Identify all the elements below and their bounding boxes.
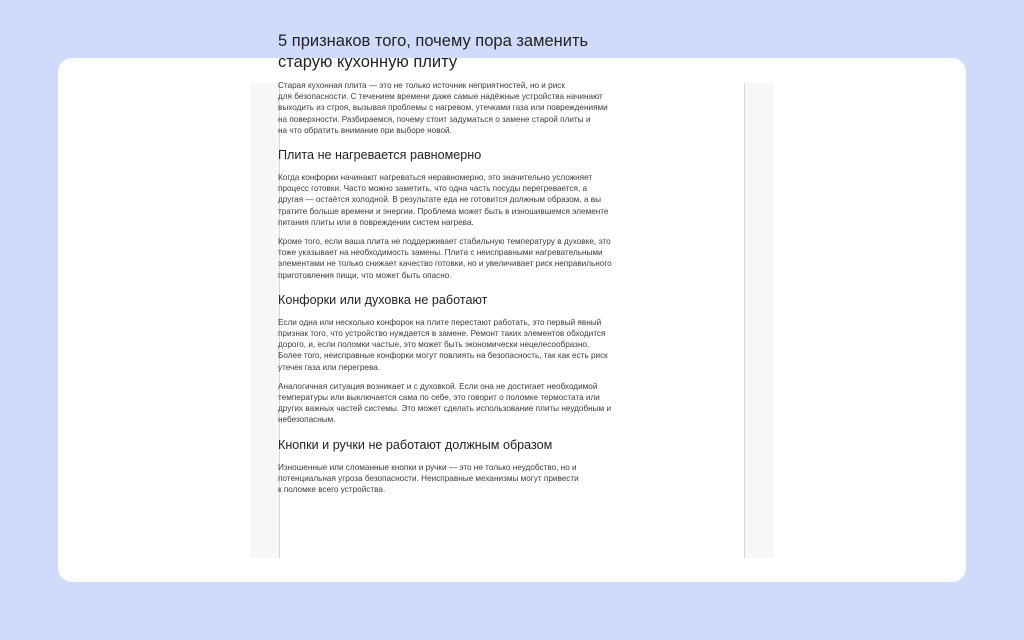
section-paragraph: [278, 462, 638, 496]
text-line: тратите больше времени и энергии. Проблема может быть в изношившемся элементе: [278, 206, 609, 216]
text-line: выходить из строя, вызывая проблемы с нагревом, утечками газа или повреждениями: [278, 103, 608, 113]
section-heading: Кнопки и ручки не работают должным образом: [278, 437, 553, 452]
section-paragraph: [278, 236, 638, 281]
article-content: [278, 31, 638, 503]
text-line: температуры или выключается сама по себе, это говорит о поломке термостата или: [278, 393, 600, 403]
text-line: утечек газа или перегрева.: [278, 362, 381, 372]
text-line: Изношенные или сломанные кнопки и ручки — это не только неудобство, но и: [278, 462, 577, 472]
text-line: дорого, и, если поломки частые, это может быть экономически нецелесообразно.: [278, 340, 590, 350]
text-line: признак того, что устройство нуждается в замене. Ремонт таких элементов обходится: [278, 329, 606, 339]
page-margin-left: [250, 83, 280, 558]
section-paragraph: [278, 317, 638, 373]
text-line: тоже указывает на необходимость замены. Плита с неисправными нагревательными: [278, 248, 603, 258]
text-line: потенциальная угроза безопасности. Неисправные механизмы могут привести: [278, 473, 579, 483]
article-title: 5 признаков того, почему пора заменить старую кухонную плиту: [278, 32, 589, 71]
text-line: на что обратить внимание при выборе новой.: [278, 125, 452, 135]
section-paragraph: [278, 172, 638, 228]
page-margin-right: [744, 83, 774, 558]
text-line: для безопасности. С течением времени даже самые надёжные устройства начинают: [278, 92, 603, 102]
text-line: питания плиты или в повреждении систем нагрева.: [278, 217, 474, 227]
text-line: Если одна или несколько конфорок на плите перестают работать, это первый явный: [278, 317, 602, 327]
text-line: Кроме того, если ваша плита не поддерживает стабильную температуру в духовке, это: [278, 237, 611, 247]
intro-paragraph: [278, 80, 638, 136]
text-line: на поверхности. Разбираемся, почему стоит задуматься о замене старой плиты и: [278, 114, 591, 124]
text-line: Старая кухонная плита — это не только источник неприятностей, но и риск: [278, 81, 565, 90]
text-line: небезопасным.: [278, 415, 336, 425]
text-line: к поломке всего устройства.: [278, 485, 386, 495]
text-line: элементами не только снижает качество готовки, но и увеличивает риск неправильного: [278, 259, 612, 269]
section-heading: Плита не нагревается равномерно: [278, 148, 482, 163]
text-line: процесс готовки. Часто можно заметить, что одна часть посуды перегревается, а: [278, 184, 588, 194]
section-paragraph: [278, 381, 638, 426]
text-line: Более того, неисправные конфорки могут повлиять на безопасность, так как есть риск: [278, 351, 608, 361]
text-line: приготовления пищи, что может быть опасно.: [278, 270, 452, 280]
text-line: Аналогичная ситуация возникает и с духовкой. Если она не достигает необходимой: [278, 381, 598, 391]
text-line: других важных частей системы. Это может сделать использование плиты неудобным и: [278, 404, 612, 414]
text-line: Когда конфорки начинают нагреваться неравномерно, это значительно усложняет: [278, 173, 593, 183]
text-line: другая — остаётся холодной. В результате еда не готовится должным образом, а вы: [278, 195, 602, 205]
section-heading: Конфорки или духовка не работают: [278, 292, 488, 307]
